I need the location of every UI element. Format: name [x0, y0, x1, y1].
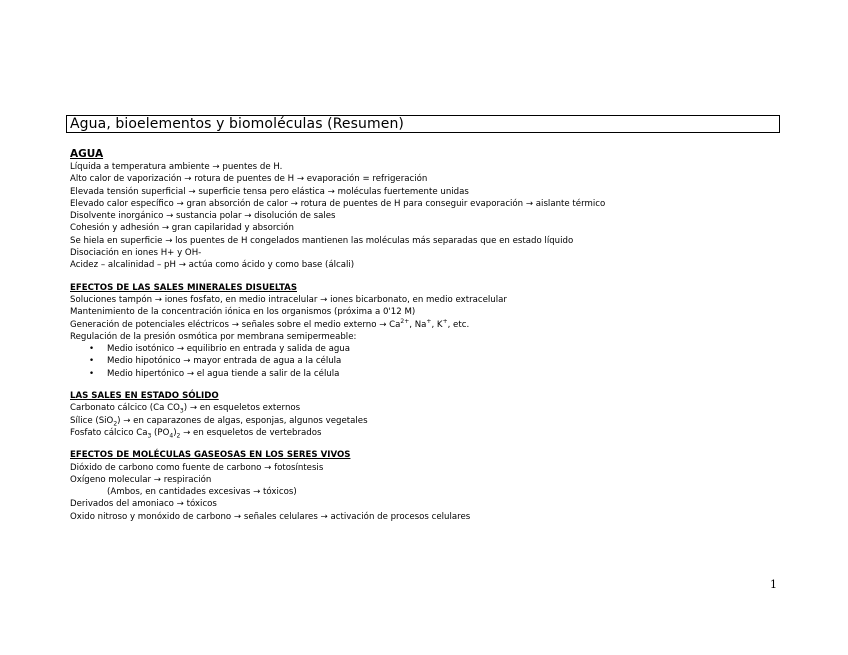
text-fragment: , K: [431, 319, 443, 330]
superscript: +: [442, 317, 448, 325]
agua-line: Elevado calor específico → gran absorción de calor → rotura de puentes de H para conseguir evaporación → aislante térmico: [70, 198, 606, 209]
subscript: 2: [113, 420, 118, 428]
agua-line: Disociación en iones H+ y OH-: [70, 248, 202, 259]
sales-line: Soluciones tampón → iones fosfato, en medio intracelular → iones bicarbonato, en medio extracelular: [70, 294, 507, 305]
subscript: 2: [176, 432, 181, 440]
agua-line: Acidez – alcalinidad – pH → actúa como ácido y como base (álcali): [70, 260, 355, 271]
text-fragment: Sílice (SiO: [70, 415, 114, 426]
subscript: 3: [147, 432, 152, 440]
text-fragment: ) → en caparazones de algas, esponjas, algunos vegetales: [117, 415, 368, 426]
title-box: [66, 115, 780, 133]
bullet-text: Medio hipotónico → mayor entrada de agua a la célula: [107, 356, 342, 367]
section-heading-agua: AGUA: [70, 148, 104, 160]
sales-line: Mantenimiento de la concentración iónica en los organismos (próxima a 0'12 M): [70, 307, 416, 318]
agua-line: Cohesión y adhesión → gran capilaridad y absorción: [70, 223, 294, 234]
text-fragment: Carbonato cálcico (Ca CO: [70, 403, 180, 414]
text-fragment: , etc.: [447, 319, 470, 330]
agua-line: Se hiela en superficie → los puentes de H congelados mantienen las moléculas más separadas que en estado líquido: [70, 235, 574, 246]
bullet-item: [70, 343, 790, 355]
section-heading-sales-disueltas: EFECTOS DE LAS SALES MINERALES DISUELTAS: [70, 282, 298, 293]
text-fragment: → en esqueletos de vertebrados: [180, 427, 322, 438]
bullet-item: [70, 355, 790, 367]
document-title: Agua, bioelementos y biomoléculas (Resumen): [70, 116, 404, 132]
solid-line: [70, 402, 790, 414]
page-number: 1: [770, 578, 777, 591]
subscript: 4: [169, 432, 174, 440]
document-body: [70, 148, 790, 523]
bullet-item: [70, 368, 790, 380]
section-heading-sales-solidas: LAS SALES EN ESTADO SÓLIDO: [70, 391, 219, 402]
bullet-text: Medio isotónico → equilibrio en entrada y salida de agua: [107, 344, 351, 355]
bullet-text: Medio hipertónico → el agua tiende a salir de la célula: [107, 368, 340, 379]
gas-line: Derivados del amoniaco → tóxicos: [70, 499, 217, 510]
agua-line: Elevada tensión superficial → superficie tensa pero elástica → moléculas fuertemente unidas: [70, 186, 469, 197]
agua-line: Alto calor de vaporización → rotura de puentes de H → evaporación = refrigeración: [70, 174, 428, 185]
solid-line: [70, 415, 790, 427]
section-heading-gaseosas: EFECTOS DE MOLÉCULAS GASEOSAS EN LOS SERES VIVOS: [70, 450, 351, 461]
gas-line: Oxido nitroso y monóxido de carbono → señales celulares → activación de procesos celulares: [70, 511, 471, 522]
text-fragment: Fosfato cálcico Ca: [70, 427, 148, 438]
text-fragment: (PO: [151, 427, 170, 438]
subscript: 3: [179, 408, 184, 416]
gas-line-indented: (Ambos, en cantidades excesivas → tóxicos): [107, 487, 297, 498]
sales-line: Regulación de la presión osmótica por membrana semipermeable:: [70, 331, 357, 342]
text-fragment: ): [173, 427, 177, 438]
agua-line: Disolvente inorgánico → sustancia polar → disolución de sales: [70, 211, 336, 222]
solid-line: [70, 427, 790, 439]
superscript: 2+: [400, 317, 410, 325]
sales-line-ions: [70, 319, 790, 331]
gas-line: Dióxido de carbono como fuente de carbono → fotosíntesis: [70, 462, 324, 473]
agua-line: Líquida a temperatura ambiente → puentes de H.: [70, 162, 283, 172]
text-fragment: ) → en esqueletos externos: [183, 403, 301, 414]
superscript: +: [426, 317, 432, 325]
text-fragment: , Na: [409, 319, 427, 330]
gas-line: Oxígeno molecular → respiración: [70, 474, 212, 485]
text-fragment: Generación de potenciales eléctricos → señales sobre el medio externo → Ca: [70, 319, 401, 330]
